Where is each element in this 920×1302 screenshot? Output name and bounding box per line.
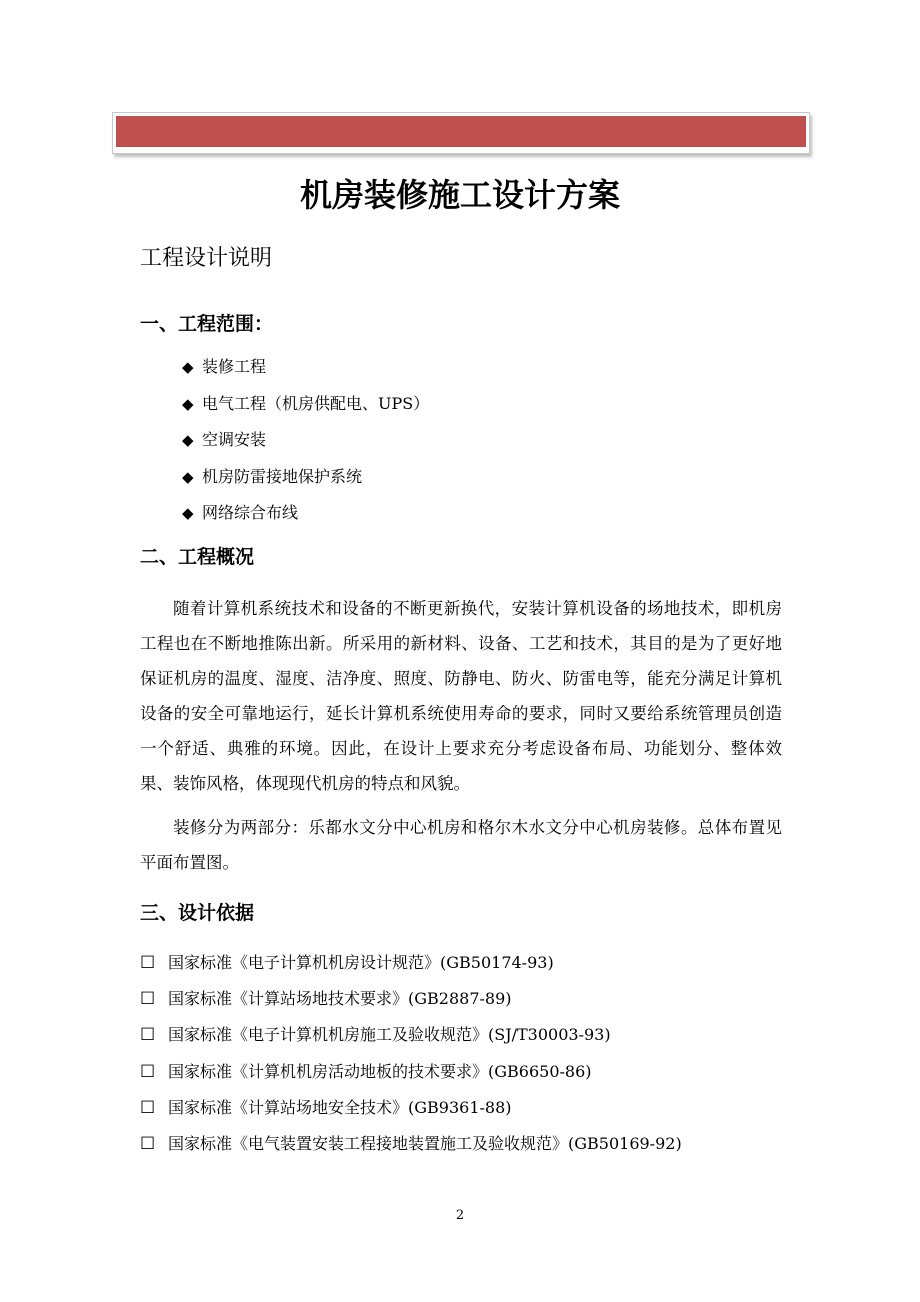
- checkbox-square-icon: ☐: [140, 1061, 156, 1082]
- list-item: ◆ 网络综合布线: [182, 498, 429, 535]
- list-item: ☐ 国家标准《电子计算机机房设计规范》(GB50174-93): [140, 948, 682, 984]
- list-item: ☐ 国家标准《计算站场地技术要求》(GB2887-89): [140, 984, 682, 1020]
- checkbox-square-icon: ☐: [140, 1133, 156, 1154]
- standards-list: [140, 948, 682, 1165]
- diamond-bullet-icon: ◆: [182, 358, 194, 376]
- diamond-bullet-icon: ◆: [182, 467, 194, 486]
- header-banner: [112, 112, 810, 154]
- diamond-bullet-icon: ◆: [182, 504, 194, 522]
- list-item: ☐ 国家标准《计算机机房活动地板的技术要求》(GB6650-86): [140, 1057, 682, 1093]
- header-banner-bar: [116, 116, 806, 147]
- checkbox-square-icon: ☐: [140, 1025, 156, 1046]
- section-heading-overview: 二、工程概况: [140, 546, 255, 568]
- list-item: ◆ 装修工程: [182, 352, 429, 389]
- diamond-bullet-icon: ◆: [182, 431, 194, 449]
- diamond-bullet-icon: ◆: [182, 394, 194, 413]
- overview-paragraph: 装修分为两部分：乐都水文分中心机房和格尔木水文分中心机房装修。总体布置见平面布置图。: [140, 818, 782, 872]
- document-title: 机房装修施工设计方案: [299, 176, 620, 214]
- list-item: ◆ 空调安装: [182, 425, 429, 462]
- section-heading-basis: 三、设计依据: [140, 902, 255, 924]
- checkbox-square-icon: ☐: [140, 953, 156, 973]
- overview-paragraph: 随着计算机系统技术和设备的不断更新换代，安装计算机设备的场地技术，即机房工程也在不断地推陈出新。所采用的新材料、设备、工艺和技术，其目的是为了更好地保证机房的温度、湿度、洁净度、照度、防静电、防火、防雷电等，能充分满足计算机设备的安全可靠地运行，延长计算机系统使用寿命的要求，同时又要给系统管理员创造一个舒适、典雅的环境。因此，在设计上要求充分考虑设备布局、功能划分、整体效果、装饰风格，体现现代机房的特点和风貌。: [140, 599, 782, 793]
- list-item: ☐ 国家标准《电子计算机机房施工及验收规范》(SJ/T30003-93): [140, 1020, 682, 1056]
- section-heading-scope: 一、工程范围：: [140, 313, 274, 335]
- list-item: ◆ 电气工程（机房供配电、UPS）: [182, 389, 429, 426]
- checkbox-square-icon: ☐: [140, 989, 156, 1010]
- list-item: ☐ 国家标准《计算站场地安全技术》(GB9361-88): [140, 1093, 682, 1129]
- list-item: ☐ 国家标准《电气装置安装工程接地装置施工及验收规范》(GB50169-92): [140, 1129, 682, 1165]
- page-number: 2: [455, 1208, 465, 1223]
- document-subtitle: 工程设计说明: [140, 246, 273, 271]
- list-item: ◆ 机房防雷接地保护系统: [182, 462, 429, 499]
- checkbox-square-icon: ☐: [140, 1097, 156, 1118]
- scope-list: [182, 352, 429, 535]
